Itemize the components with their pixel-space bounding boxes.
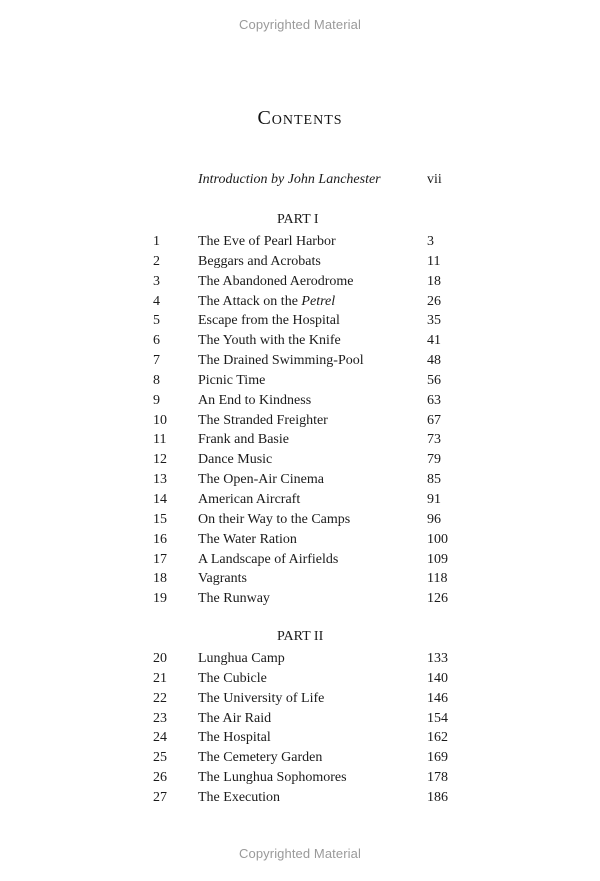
toc-chapter-row[interactable] [0, 391, 600, 411]
toc-chapter-row[interactable] [0, 748, 600, 768]
introduction-page: vii [427, 172, 442, 187]
chapter-number: 4 [153, 293, 160, 309]
chapter-title [198, 371, 265, 391]
toc-chapter-row[interactable] [0, 311, 600, 331]
chapter-page: 56 [427, 372, 441, 388]
toc-chapter-row[interactable] [0, 470, 600, 490]
chapter-list [0, 649, 600, 808]
chapter-title [198, 728, 271, 748]
chapter-title [198, 589, 270, 609]
chapter-page: 35 [427, 313, 441, 329]
chapter-title [198, 689, 324, 709]
chapter-number: 3 [153, 273, 160, 289]
toc-chapter-row[interactable] [0, 411, 600, 431]
toc-chapter-row[interactable] [0, 450, 600, 470]
toc-chapter-row[interactable] [0, 510, 600, 530]
chapter-title-text: The Hospital [198, 730, 271, 746]
chapter-title [198, 669, 267, 689]
chapter-title [198, 351, 364, 371]
chapter-title-text: The Air Raid [198, 710, 272, 726]
toc-chapter-row[interactable] [0, 788, 600, 808]
chapter-title [198, 272, 354, 292]
chapter-page: 79 [427, 452, 441, 468]
chapter-title-text: The Cubicle [198, 670, 267, 686]
chapter-title [198, 768, 347, 788]
chapter-title-text: The Runway [198, 591, 270, 607]
chapter-title [198, 788, 280, 808]
chapter-page: 41 [427, 333, 441, 349]
chapter-number: 25 [153, 750, 167, 766]
toc-chapter-row[interactable] [0, 728, 600, 748]
chapter-number: 11 [153, 432, 167, 448]
toc-chapter-row[interactable] [0, 490, 600, 510]
chapter-page: 48 [427, 353, 441, 369]
chapter-title-text: Escape from the Hospital [198, 313, 340, 329]
toc-chapter-row[interactable] [0, 550, 600, 570]
toc-chapter-row[interactable] [0, 709, 600, 729]
chapter-number: 5 [153, 313, 160, 329]
chapter-number: 13 [153, 472, 167, 488]
chapter-title-text: The Stranded Freighter [198, 412, 328, 428]
chapter-title-text: American Aircraft [198, 491, 301, 507]
copyright-watermark-bottom: Copyrighted Material [239, 846, 361, 861]
chapter-page: 133 [427, 651, 448, 667]
chapter-page: 73 [427, 432, 441, 448]
toc-chapter-row[interactable] [0, 331, 600, 351]
copyright-watermark-top: Copyrighted Material [239, 17, 361, 32]
chapter-number: 18 [153, 571, 167, 587]
chapter-title-text: The Youth with the Knife [198, 333, 341, 349]
chapter-page: 109 [427, 551, 448, 567]
toc-chapter-row[interactable] [0, 351, 600, 371]
chapter-page: 146 [427, 690, 448, 706]
chapter-page: 154 [427, 710, 448, 726]
part-heading: PART II [277, 629, 324, 645]
chapter-number: 6 [153, 333, 160, 349]
chapter-title [198, 450, 272, 470]
chapter-page: 3 [427, 234, 434, 249]
chapter-title [198, 311, 340, 331]
page-title: Contents [257, 107, 343, 129]
chapter-title-text: Lunghua Camp [198, 651, 285, 667]
chapter-list [0, 232, 600, 609]
chapter-title [198, 391, 311, 411]
chapter-title [198, 748, 322, 768]
chapter-number: 1 [153, 234, 160, 249]
chapter-number: 14 [153, 491, 167, 507]
chapter-title-text: Picnic Time [198, 372, 266, 388]
chapter-number: 17 [153, 551, 167, 567]
chapter-title [198, 232, 336, 252]
chapter-title-text: An End to Kindness [198, 392, 312, 408]
chapter-title-italic: Petrel [301, 293, 336, 309]
toc-chapter-row[interactable] [0, 530, 600, 550]
chapter-number: 7 [153, 353, 160, 369]
chapter-title-text: The Lunghua Sophomores [198, 770, 347, 786]
chapter-title [198, 510, 350, 530]
table-of-contents [0, 172, 600, 808]
toc-chapter-row[interactable] [0, 430, 600, 450]
chapter-title-text: A Landscape of Airfields [198, 551, 339, 567]
chapter-title-text: The Drained Swimming-Pool [198, 353, 364, 369]
chapter-page: 85 [427, 472, 441, 488]
toc-chapter-row[interactable] [0, 589, 600, 609]
toc-chapter-row[interactable] [0, 252, 600, 272]
chapter-title-text: Vagrants [198, 571, 247, 587]
chapter-page: 126 [427, 591, 448, 607]
chapter-page: 162 [427, 730, 448, 746]
chapter-page: 169 [427, 750, 448, 766]
chapter-title-text: The University of Life [198, 690, 325, 706]
toc-chapter-row[interactable] [0, 371, 600, 391]
chapter-title-text: Frank and Basie [198, 432, 289, 448]
chapter-number: 16 [153, 531, 167, 547]
toc-chapter-row[interactable] [0, 272, 600, 292]
chapter-title [198, 430, 289, 450]
chapter-title-text: Dance Music [198, 452, 273, 468]
chapter-title-text: Beggars and Acrobats [198, 253, 321, 269]
chapter-page: 140 [427, 670, 448, 686]
chapter-number: 20 [153, 651, 167, 667]
chapter-page: 96 [427, 511, 441, 527]
chapter-number: 9 [153, 392, 160, 408]
chapter-title [198, 470, 324, 490]
chapter-title [198, 252, 321, 272]
chapter-number: 12 [153, 452, 167, 468]
chapter-number: 24 [153, 730, 167, 746]
chapter-number: 19 [153, 591, 167, 607]
introduction-title: Introduction by John Lanchester [198, 172, 381, 187]
chapter-title [198, 490, 300, 510]
chapter-number: 26 [153, 770, 167, 786]
chapter-title [198, 292, 335, 312]
toc-chapter-row[interactable] [0, 669, 600, 689]
chapter-title-text: The Abandoned Aerodrome [198, 273, 354, 289]
chapter-page: 178 [427, 770, 448, 786]
toc-chapter-row[interactable] [0, 232, 600, 252]
part-heading: PART I [277, 212, 319, 227]
toc-chapter-row[interactable] [0, 689, 600, 709]
chapter-number: 15 [153, 511, 167, 527]
chapter-title-text: On their Way to the Camps [198, 511, 351, 527]
chapter-title [198, 550, 338, 570]
chapter-number: 8 [153, 372, 160, 388]
chapter-title-text: The Open-Air Cinema [198, 472, 324, 488]
chapter-title-text: The Attack on the [198, 293, 302, 309]
chapter-title-text: The Execution [198, 789, 281, 805]
chapter-title [198, 331, 341, 351]
chapter-page: 67 [427, 412, 441, 428]
chapter-title-text: The Water Ration [198, 531, 297, 547]
chapter-title [198, 649, 285, 669]
chapter-number: 22 [153, 690, 167, 706]
chapter-page: 11 [427, 253, 441, 269]
chapter-number: 2 [153, 253, 160, 269]
toc-chapter-row[interactable] [0, 768, 600, 788]
chapter-title [198, 411, 328, 431]
chapter-title-text: The Eve of Pearl Harbor [198, 234, 336, 249]
chapter-title-text: The Cemetery Garden [198, 750, 323, 766]
chapter-page: 186 [427, 789, 448, 805]
chapter-title [198, 530, 297, 550]
toc-chapter-row[interactable] [0, 292, 600, 312]
chapter-number: 10 [153, 412, 167, 428]
chapter-page: 18 [427, 273, 441, 289]
chapter-page: 91 [427, 491, 441, 507]
chapter-page: 63 [427, 392, 441, 408]
chapter-title [198, 709, 271, 729]
chapter-page: 100 [427, 531, 448, 547]
chapter-page: 26 [427, 293, 441, 309]
toc-chapter-row[interactable] [0, 569, 600, 589]
chapter-title [198, 569, 247, 589]
toc-introduction-row[interactable] [0, 172, 600, 192]
chapter-number: 23 [153, 710, 167, 726]
toc-chapter-row[interactable] [0, 649, 600, 669]
chapter-number: 21 [153, 670, 167, 686]
chapter-page: 118 [427, 571, 448, 587]
chapter-number: 27 [153, 789, 167, 805]
